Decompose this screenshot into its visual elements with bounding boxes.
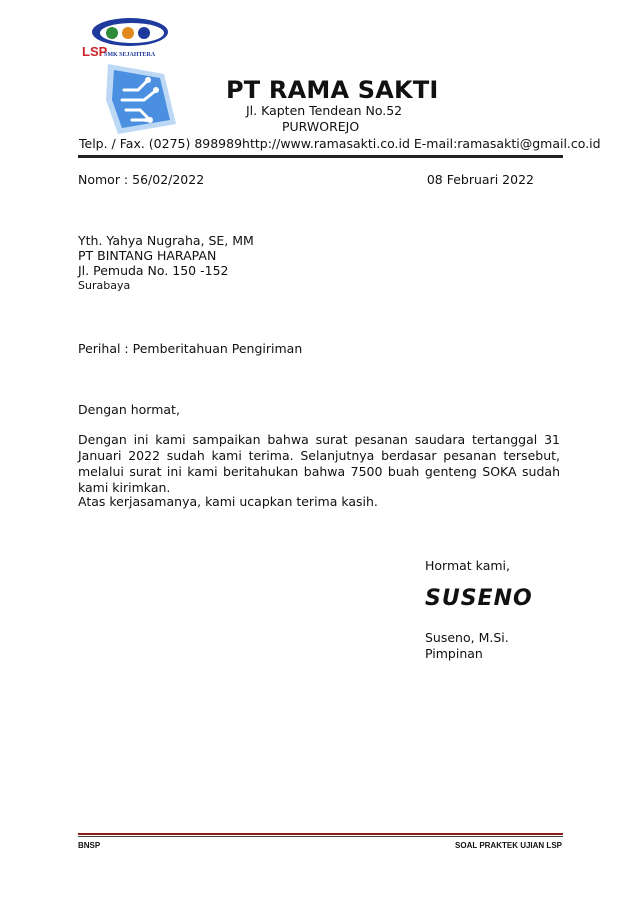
circuit-chip-logo bbox=[104, 60, 180, 138]
closing-salutation: Hormat kami, bbox=[425, 558, 510, 573]
letter-date: 08 Februari 2022 bbox=[426, 172, 534, 187]
footer-divider bbox=[78, 833, 563, 835]
signer-name: Suseno, M.Si. bbox=[425, 630, 509, 645]
footer-right-text: SOAL PRAKTEK UJIAN LSP bbox=[455, 841, 562, 850]
footer-left-text: BNSP bbox=[78, 841, 101, 850]
signer-title: Pimpinan bbox=[425, 646, 483, 661]
lsp-logo-subtext: SMK SEJAHTERA bbox=[104, 52, 156, 58]
company-city: PURWOREJO bbox=[282, 119, 360, 134]
lsp-logo bbox=[80, 14, 170, 60]
company-name: PT RAMA SAKTI bbox=[226, 76, 439, 104]
handwritten-signature: SUSENO bbox=[425, 586, 533, 611]
thanks-line: Atas kerjasamanya, kami ucapkan terima kasih. bbox=[78, 494, 378, 509]
company-street: Jl. Kapten Tendean No.52 bbox=[246, 103, 403, 118]
letter-number: Nomor : 56/02/2022 bbox=[78, 172, 205, 187]
recipient-name: Yth. Yahya Nugraha, SE, MM bbox=[78, 233, 254, 248]
body-paragraph: Dengan ini kami sampaikan bahwa surat pesanan saudara tertanggal 31 Januari 2022 sudah kami terima. Selanjutnya berdasar pesanan tersebut, melalui surat ini kami beritahukan bahwa 7500 buah genteng SOKA sudah kami kirimkan. bbox=[78, 432, 560, 495]
footer-divider-thin bbox=[78, 836, 563, 837]
header-divider bbox=[78, 155, 563, 158]
recipient-address: Jl. Pemuda No. 150 -152 bbox=[78, 263, 229, 278]
company-contact: Telp. / Fax. (0275) 898989http://www.ramasakti.co.id E-mail:ramasakti@gmail.co.id bbox=[79, 136, 601, 151]
recipient-city: Surabaya bbox=[78, 279, 131, 292]
recipient-company: PT BINTANG HARAPAN bbox=[78, 248, 217, 263]
lsp-logo-text: LSP bbox=[82, 44, 108, 59]
subject-line: Perihal : Pemberitahuan Pengiriman bbox=[78, 341, 303, 356]
greeting: Dengan hormat, bbox=[78, 402, 180, 417]
